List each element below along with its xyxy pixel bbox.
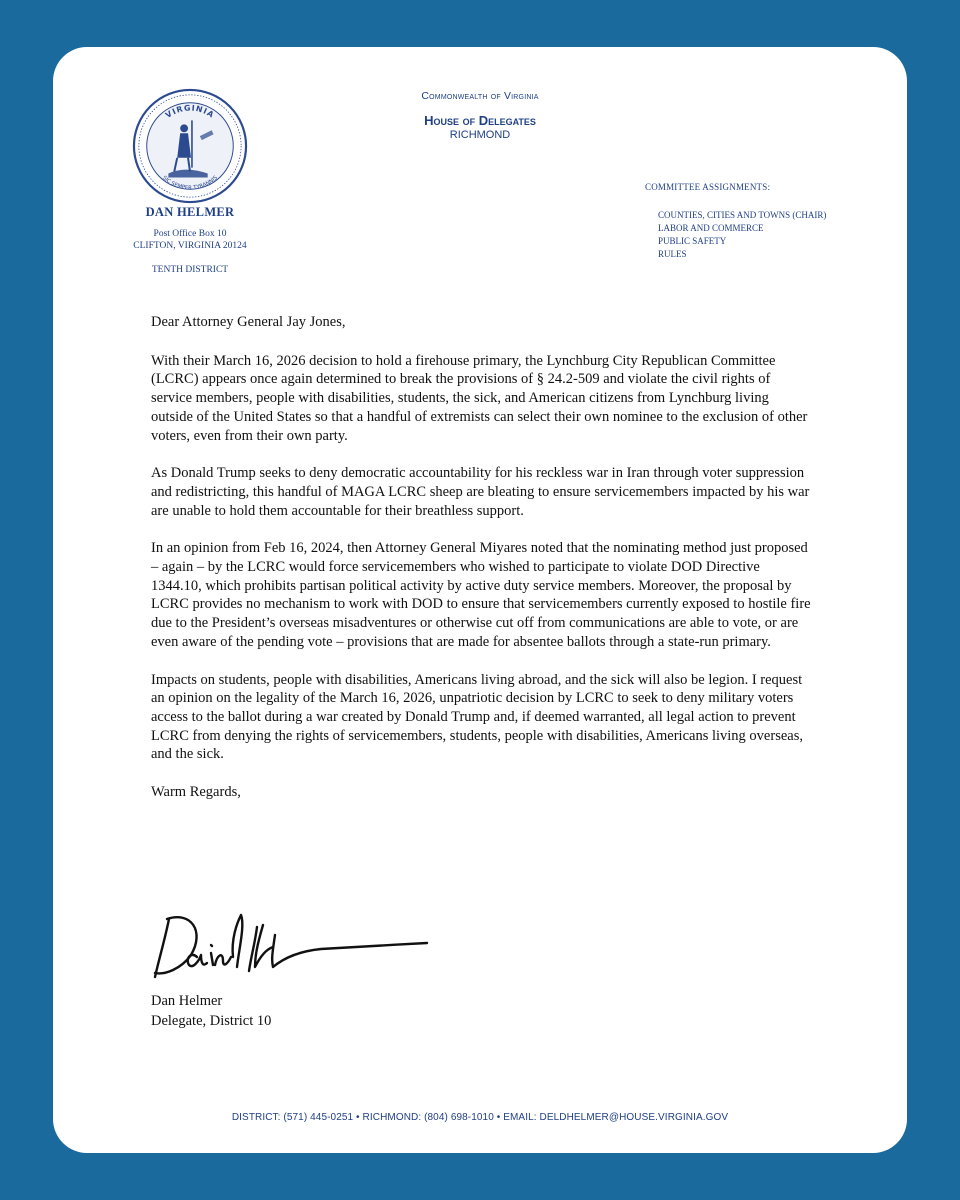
handwritten-signature [151, 905, 436, 985]
closing: Warm Regards, [151, 784, 241, 801]
house-title: House of Delegates [424, 113, 536, 128]
svg-text:SIC SEMPER TYRANNIS: SIC SEMPER TYRANNIS [161, 175, 219, 192]
sender-name: DAN HELMER [145, 205, 235, 219]
sender-address [93, 228, 287, 252]
city-title: RICHMOND [449, 129, 511, 141]
greeting: Dear Attorney General Jay Jones, [151, 314, 346, 330]
virginia-seal-icon [131, 87, 249, 205]
committee-title: COMMITTEE ASSIGNMENTS: [645, 182, 771, 192]
letterhead [365, 90, 595, 141]
svg-text:VIRGINIA: VIRGINIA [163, 103, 217, 120]
sender-district: TENTH DISTRICT [151, 265, 229, 275]
footer-contact: DISTRICT: (571) 445-0251 • RICHMOND: (804) 698-1010 • EMAIL: DELDHELMER@HOUSE.VIRGINIA.GOV [231, 1112, 729, 1123]
committee-item: RULES [658, 249, 687, 259]
paragraph: As Donald Trump seeks to deny democratic accountability for his reckless war in Iran through voter suppression and redistricting, this handful of MAGA LCRC sheep are bleating to ensure servicemembers impacted by his war are unable to hold them accountable for their breathless support. [151, 465, 810, 519]
signer-title: Delegate, District 10 [151, 1013, 272, 1029]
paragraph: With their March 16, 2026 decision to hold a firehouse primary, the Lynchburg City Republican Committee (LCRC) appears once again determined to break the provisions of § 24.2-509 and violate the civil rights of service members, people with disabilities, students, the sick, and American citizens from Lynchburg living outside of the United States so that a handful of extremists can select their own nominee to the exclusion of other voters, even from their own party. [151, 352, 808, 444]
paragraph: Impacts on students, people with disabilities, Americans living abroad, and the sick will also be legion. I request an opinion on the legality of the March 16, 2026, unpatriotic decision by LCRC to seek to deny military voters access to the ballot during a war created by Donald Trump and, if deemed warranted, all legal action to prevent LCRC from denying the rights of servicemembers, students, people with disabilities, Americans living overseas, and the sick. [151, 671, 803, 763]
signer-name: Dan Helmer [151, 993, 223, 1009]
signer-block [151, 991, 271, 1031]
sender-block [93, 205, 287, 275]
commonwealth-title: Commonwealth of Virginia [421, 90, 539, 102]
committee-item: COUNTIES, CITIES AND TOWNS (CHAIR) [658, 210, 827, 220]
committee-item: PUBLIC SAFETY [658, 236, 727, 246]
paragraph: In an opinion from Feb 16, 2024, then Attorney General Miyares noted that the nominating method just proposed – again – by the LCRC would force servicemembers who wished to participate to violate DOD Directive 1344.10, which prohibits partisan political activity by active duty service members. Moreover, the proposal by LCRC provides no mechanism to work with DOD to ensure that servicemembers currently exposed to hostile fire due to the President’s overseas misadventures or otherwise cut off from communications are able to vote, or are even aware of the pending vote – provisions that are made for absentee ballots through a state-run primary. [151, 540, 811, 650]
committee-list [645, 209, 826, 261]
address-line-2: CLIFTON, VIRGINIA 20124 [133, 241, 247, 251]
letter-body [151, 313, 811, 802]
committee-item: LABOR AND COMMERCE [658, 223, 764, 233]
committee-assignments [645, 182, 826, 261]
letter-card [53, 47, 907, 1153]
address-line-1: Post Office Box 10 [153, 229, 227, 239]
